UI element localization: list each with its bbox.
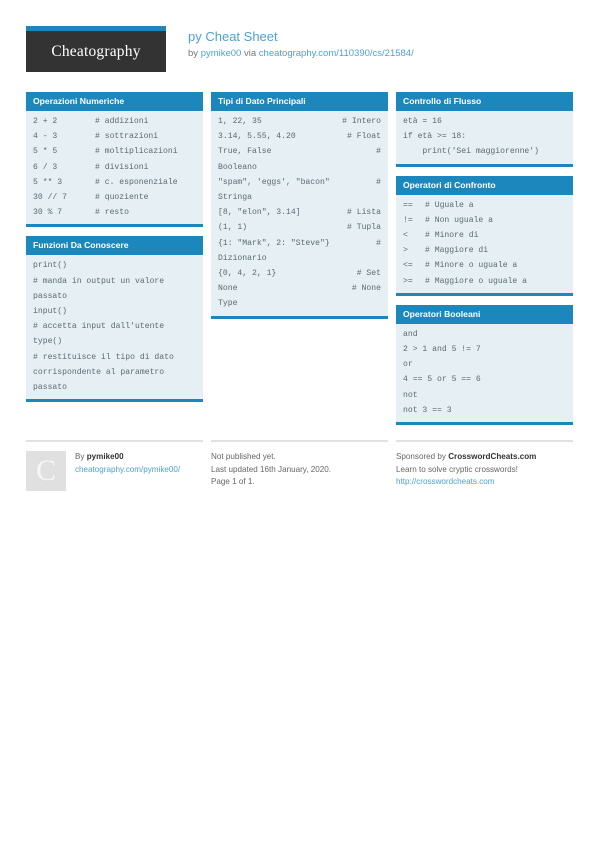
row-code: 4 - 3 <box>33 132 58 142</box>
table-row <box>26 205 203 220</box>
table-row <box>26 175 203 190</box>
row-code: < <box>403 231 408 241</box>
cheat-block <box>396 305 573 425</box>
table-row <box>26 350 203 365</box>
table-row <box>211 129 388 144</box>
publish-status: Not published yet. <box>211 452 276 462</box>
row-code: 4 == 5 or 5 == 6 <box>403 375 481 385</box>
row-code: == <box>403 200 413 210</box>
table-row <box>26 258 203 273</box>
byline-prefix: by <box>188 48 201 59</box>
content-column <box>26 92 203 434</box>
row-code: # restituisce il tipo di dato <box>33 352 174 362</box>
row-comment: # Float <box>347 132 381 142</box>
sponsor-prefix: Sponsored by <box>396 452 449 462</box>
table-row <box>396 403 573 418</box>
row-code: 30 % 7 <box>33 208 63 218</box>
row-comment: # c. esponenziale <box>95 177 178 187</box>
sponsor-line <box>396 451 536 464</box>
title-block <box>188 26 414 61</box>
table-row <box>26 114 203 129</box>
footer-publish-meta <box>211 451 331 491</box>
row-comment: # <box>376 238 381 248</box>
source-link[interactable]: cheatography.com/110390/cs/21584/ <box>258 48 414 59</box>
table-row <box>26 365 203 380</box>
sponsor-name[interactable]: CrosswordCheats.com <box>448 452 537 462</box>
row-code: {1: "Mark", 2: "Steve"} <box>218 238 330 248</box>
row-code: 3.14, 5.55, 4.20 <box>218 132 296 142</box>
table-row <box>396 213 573 228</box>
table-row <box>211 296 388 311</box>
row-comment: # Tupla <box>347 223 381 233</box>
row-comment: # Non uguale a <box>425 215 493 225</box>
row-comment: # resto <box>95 208 129 218</box>
row-code: Type <box>218 299 238 309</box>
block-title: Operazioni Numeriche <box>26 92 203 111</box>
row-comment: # <box>376 147 381 157</box>
row-code: != <box>403 215 413 225</box>
page-count: Page 1 of 1. <box>211 477 255 487</box>
table-row <box>26 289 203 304</box>
row-code: "spam", 'eggs', "bacon" <box>218 177 330 187</box>
row-comment: # Minore o uguale a <box>425 261 518 271</box>
block-title: Controllo di Flusso <box>396 92 573 111</box>
row-code: età = 16 <box>403 117 442 126</box>
table-row <box>396 129 573 144</box>
footer-author-line <box>75 451 180 464</box>
table-row <box>396 114 573 129</box>
row-code: 5 * 5 <box>33 147 58 157</box>
logo-text: Cheatography <box>51 42 141 60</box>
last-updated: Last updated 16th January, 2020. <box>211 464 331 474</box>
block-body <box>211 111 388 316</box>
table-row <box>211 266 388 281</box>
content-columns <box>26 92 574 434</box>
table-row <box>396 198 573 213</box>
row-comment: # Minore di <box>425 231 479 241</box>
row-code: [8, "elon", 3.14] <box>218 208 301 218</box>
table-row <box>396 258 573 273</box>
row-code: {0, 4, 2, 1} <box>218 269 277 279</box>
row-comment: # divisioni <box>95 162 149 172</box>
row-code: not 3 == 3 <box>403 405 452 415</box>
row-comment: # Lista <box>347 208 381 218</box>
cheat-block <box>396 176 573 296</box>
row-code: 1, 22, 35 <box>218 117 262 126</box>
row-code: 2 > 1 and 5 != 7 <box>403 345 481 355</box>
cheat-block <box>211 92 388 319</box>
table-row <box>396 372 573 387</box>
row-code: Dizionario <box>218 253 267 263</box>
content-column <box>396 92 573 434</box>
row-code: input() <box>33 307 67 317</box>
row-code: <= <box>403 261 413 271</box>
block-body <box>396 195 573 293</box>
table-row <box>396 144 573 159</box>
block-body <box>26 111 203 224</box>
avatar: C <box>26 451 66 491</box>
row-comment: # Uguale a <box>425 200 474 210</box>
row-code: not <box>403 390 418 400</box>
sponsor-tagline: Learn to solve cryptic crosswords! <box>396 464 518 474</box>
block-body <box>396 111 573 164</box>
block-title: Funzioni Da Conoscere <box>26 236 203 255</box>
footer-author-meta <box>75 451 180 491</box>
row-code: (1, 1) <box>218 223 248 233</box>
cheatography-logo[interactable] <box>26 26 166 72</box>
footer-sponsor-meta <box>396 451 536 491</box>
row-code: passato <box>33 291 67 301</box>
page-title: py Cheat Sheet <box>188 29 278 44</box>
table-row <box>396 228 573 243</box>
row-code: 5 ** 3 <box>33 177 63 187</box>
row-code: # accetta input dall'utente <box>33 322 165 332</box>
row-code: corrispondente al parametro <box>33 367 165 377</box>
row-code: print('Sei maggiorenne') <box>403 147 539 157</box>
row-comment: # Intero <box>342 117 381 126</box>
table-row <box>26 190 203 205</box>
row-code: Stringa <box>218 193 252 203</box>
table-row <box>211 251 388 266</box>
row-code: print() <box>33 261 67 271</box>
footer-by-prefix: By <box>75 452 87 462</box>
row-code: type() <box>33 337 63 347</box>
footer-author-name: pymike00 <box>86 452 124 462</box>
table-row <box>26 144 203 159</box>
table-row <box>211 190 388 205</box>
page-header <box>26 26 574 76</box>
table-row <box>211 205 388 220</box>
byline <box>188 47 414 61</box>
row-code: Booleano <box>218 162 257 172</box>
table-row <box>26 319 203 334</box>
row-code: if età >= 18: <box>403 132 467 142</box>
author-link[interactable]: pymike00 <box>200 48 242 59</box>
cheat-block <box>26 236 203 402</box>
table-row <box>211 175 388 190</box>
footer-author-column <box>26 440 203 491</box>
table-row <box>396 243 573 258</box>
row-code: 30 // 7 <box>33 193 67 203</box>
byline-via: via <box>241 48 259 59</box>
table-row <box>26 334 203 349</box>
row-comment: # Maggiore o uguale a <box>425 276 527 286</box>
table-row <box>26 274 203 289</box>
sponsor-link[interactable]: http://crosswordcheats.com <box>396 477 495 487</box>
row-code: passato <box>33 383 67 393</box>
table-row <box>211 236 388 251</box>
row-comment: # Maggiore di <box>425 246 489 256</box>
row-comment: # None <box>351 284 381 294</box>
cheat-sheet-page <box>26 26 574 491</box>
table-row <box>26 304 203 319</box>
row-code: or <box>403 360 413 370</box>
table-row <box>211 114 388 129</box>
table-row <box>211 220 388 235</box>
row-code: # manda in output un valore <box>33 276 165 286</box>
block-body <box>396 324 573 422</box>
table-row <box>211 160 388 175</box>
table-row <box>396 357 573 372</box>
table-row <box>211 144 388 159</box>
cheat-block <box>26 92 203 227</box>
table-row <box>26 380 203 395</box>
row-comment: # quoziente <box>95 193 149 203</box>
table-row <box>211 281 388 296</box>
row-code: True, False <box>218 147 272 157</box>
table-row <box>396 274 573 289</box>
table-row <box>396 327 573 342</box>
row-code: >= <box>403 276 413 286</box>
row-code: 2 + 2 <box>33 117 58 126</box>
footer-sponsor-column <box>396 440 573 491</box>
cheat-block <box>396 92 573 167</box>
row-comment: # Set <box>356 269 381 279</box>
row-comment: # addizioni <box>95 117 149 126</box>
row-code: > <box>403 246 408 256</box>
table-row <box>396 342 573 357</box>
block-title: Tipi di Dato Principali <box>211 92 388 111</box>
content-column <box>211 92 388 434</box>
row-code: and <box>403 329 418 339</box>
row-code: None <box>218 284 238 294</box>
row-code: 6 / 3 <box>33 162 58 172</box>
footer-publish-column <box>211 440 388 491</box>
page-footer <box>26 440 574 491</box>
table-row <box>396 388 573 403</box>
block-title: Operatori di Confronto <box>396 176 573 195</box>
row-comment: # moltiplicazioni <box>95 147 178 157</box>
table-row <box>26 160 203 175</box>
table-row <box>26 129 203 144</box>
block-title: Operatori Booleani <box>396 305 573 324</box>
footer-profile-link[interactable]: cheatography.com/pymike00/ <box>75 464 181 474</box>
row-comment: # <box>376 177 381 187</box>
row-comment: # sottrazioni <box>95 132 159 142</box>
block-body <box>26 255 203 399</box>
